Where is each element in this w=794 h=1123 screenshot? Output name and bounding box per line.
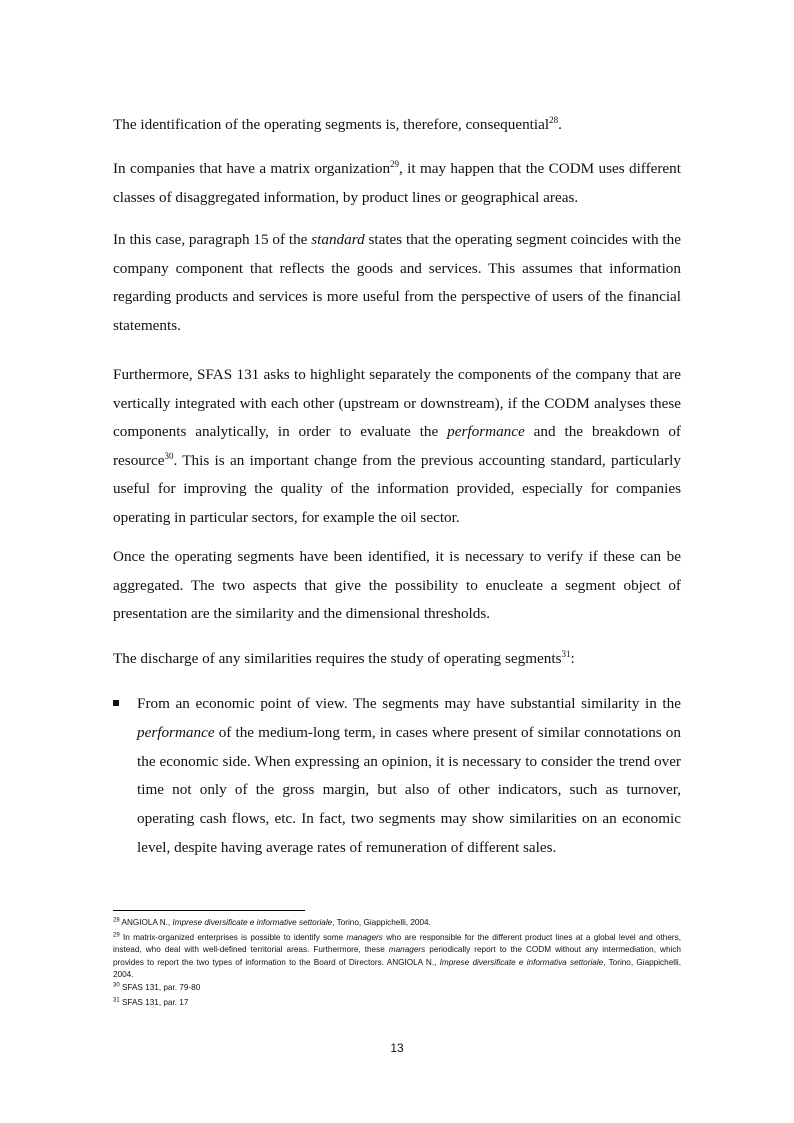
footnote-ref-28[interactable]: 28	[549, 114, 559, 125]
paragraph-4: Furthermore, SFAS 131 asks to highlight separately the components of the company that are vertically integrated with each other (upstream or downstream), if the CODM analyses these components analytically, in order to evaluate the performance and the breakdown of resource$^{30}$. This is an important change from the previous accounting standard, particularly useful for improving the quality of the information provided, especially for companies operating in particular sectors, for example the oil sector.	[113, 366, 681, 526]
paragraph-1: The identification of the operating segments is, therefore, consequential$^{28}$.	[113, 114, 562, 133]
footnote-ref-31[interactable]: 31	[561, 648, 571, 659]
bullet-square-icon	[113, 700, 119, 706]
footnote-ref-30[interactable]: 30	[164, 450, 174, 461]
footnote-31: $^{31}$ SFAS 131, par. 17	[113, 997, 189, 1007]
paragraph-3: In this case, paragraph 15 of the standard states that the operating segment coincides with the company component that reflects the goods and services. This assumes that information regarding products and services is more useful from the perspective of users of the financial statements.	[113, 231, 681, 334]
paragraph-5: Once the operating segments have been identified, it is necessary to verify if these can be aggregated. The two aspects that give the possibility to enucleate a segment object of presentation are the similarity and the dimensional thresholds.	[113, 548, 681, 623]
bullet-item-1: From an economic point of view. The segments may have substantial similarity in the performance of the medium-long term, in cases where present of similar connotations on the economic side. When expressing an opinion, it is necessary to consider the trend over time not only of the gross margin, but also of other indicators, such as turnover, operating cash flows, etc. In fact, two segments may show similarities on an economic level, despite having average rates of remuneration of different sales.	[137, 695, 681, 856]
paragraph-6: The discharge of any similarities requires the study of operating segments$^{31}$:	[113, 648, 575, 667]
page-number: 13	[390, 1041, 404, 1055]
footnote-28: $^{28}$ ANGIOLA N., Imprese diversificate e informative settoriale, Torino, Giappichelli, 2004.	[113, 917, 431, 927]
footnote-30: $^{30}$ SFAS 131, par. 79-80	[113, 982, 201, 992]
footnote-29: $^{29}$ In matrix-organized enterprises is possible to identify some managers who are responsible for the different product lines at a global level and others, instead, who deal with well-defined territorial areas. Furthermore, these managers periodically report to the CODM without any intermediation, which provides to report the two types of information to the Board of Directors. ANGIOLA N., Imprese diversificate e informativa settoriale, Torino, Giappichelli, 2004.	[113, 932, 681, 980]
footnote-ref-29[interactable]: 29	[390, 158, 400, 169]
paragraph-2: In companies that have a matrix organization$^{29}$, it may happen that the CODM uses different classes of disaggregated information, by product lines or geographical areas.	[113, 158, 681, 206]
footnote-separator	[113, 910, 305, 911]
